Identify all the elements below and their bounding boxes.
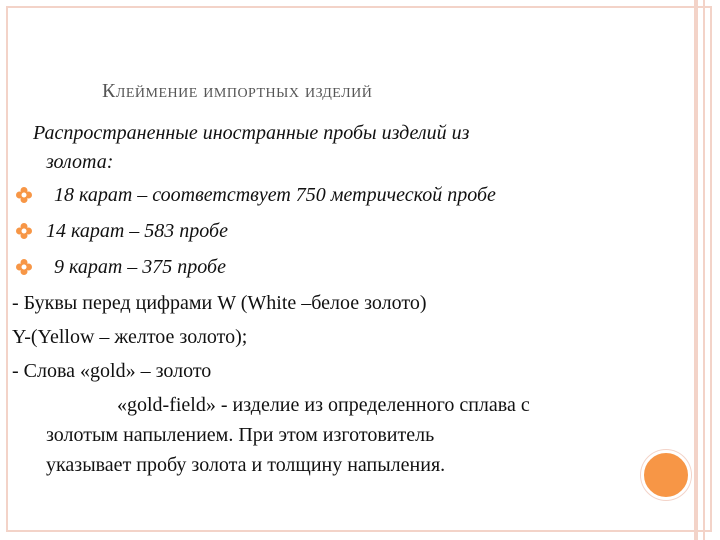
- bullet-item-2: 14 карат – 583 пробе: [46, 220, 228, 242]
- slide-title: Клеймение импортных изделий: [102, 80, 373, 102]
- line-words: - Слова «gold» – золото: [12, 360, 212, 382]
- decor-circle: [641, 450, 691, 500]
- para-line-3: указывает пробу золота и толщину напыления.: [46, 454, 446, 476]
- bullet-item-1: 18 карат – соответствует 750 метрической пробе: [54, 184, 496, 206]
- intro-line-2: золота:: [46, 151, 114, 173]
- right-decor-stripe: [694, 0, 698, 540]
- bullet-item-3: 9 карат – 375 пробе: [54, 256, 226, 278]
- flower-bullet-icon: [16, 187, 32, 203]
- intro-line-1: Распространенные иностранные пробы изделий из: [33, 122, 470, 144]
- line-yellow: Y-(Yellow – желтое золото);: [12, 326, 248, 348]
- para-line-2: золотым напылением. При этом изготовитель: [46, 424, 435, 446]
- right-decor-stripe-thin: [703, 0, 705, 540]
- flower-bullet-icon: [16, 223, 32, 239]
- line-white: - Буквы перед цифрами W (White –белое золото): [12, 292, 427, 314]
- para-line-1: «gold-field» - изделие из определенного сплава с: [117, 394, 530, 416]
- flower-bullet-icon: [16, 259, 32, 275]
